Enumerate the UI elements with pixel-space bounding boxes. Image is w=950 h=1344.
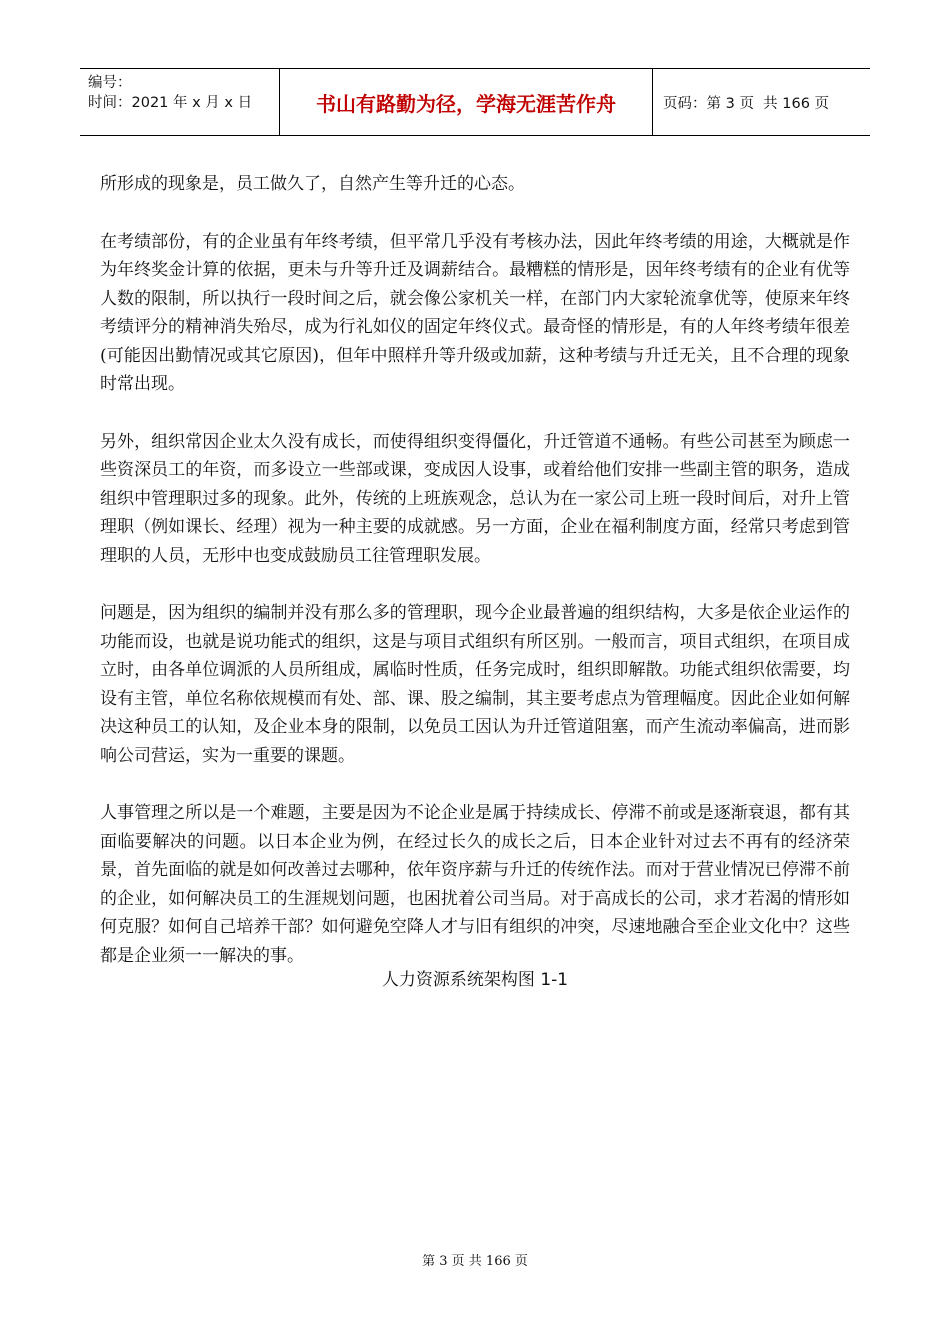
doc-number-label: 编号： (88, 75, 132, 91)
page-label: 页码：第 3 页 共 166 页 (663, 95, 830, 112)
header-page-info (653, 69, 870, 135)
caption-number: 1-1 (540, 970, 569, 990)
paragraph: 人事管理之所以是一个难题，主要是因为不论企业是属于持续成长、停滞不前或是逐渐衰退，都有其面临要解决的问题。以日本企业为例，在经过长久的成长之后，日本企业针对过去不再有的经济荣景，首先面临的就是如何改善过去哪种，依年资序薪与升迁的传统作法。而对于营业情况已停滞不前的企业，如何解决员工的生涯规划问题，也困扰着公司当局。对于高成长的公司，求才若渴的情形如何克服？如何自己培养干部？如何避免空降人才与旧有组织的冲突，尽速地融合至企业文化中？这些都是企业须一一解决的事。 (100, 803, 850, 966)
header-motto (280, 69, 653, 135)
paragraph: 所形成的现象是，员工做久了，自然产生等升迁的心态。 (100, 174, 525, 194)
header-meta (80, 69, 280, 135)
caption-text: 人力资源系统架构图 (381, 970, 535, 990)
date-label: 时间：2021 年 x 月 x 日 (88, 95, 253, 111)
paragraph: 在考绩部份，有的企业虽有年终考绩，但平常几乎没有考核办法，因此年终考绩的用途，大概就是作为年终奖金计算的依据，更未与升等升迁及调薪结合。最糟糕的情形是，因年终考绩有的企业有优等人数的限制，所以执行一段时间之后，就会像公家机关一样，在部门内大家轮流拿优等，使原来年终考绩评分的精神消失殆尽，成为行礼如仪的固定年终仪式。最奇怪的情形是，有的人年终考绩年很差(可能因出勤情况或其它原因)，但年中照样升等升级或加薪，这种考绩与升迁无关，且不合理的现象时常出现。 (100, 231, 850, 394)
paragraph: 问题是，因为组织的编制并没有那么多的管理职，现今企业最普遍的组织结构，大多是依企业运作的功能而设，也就是说功能式的组织，这是与项目式组织有所区别。一般而言，项目式组织，在项目成立时，由各单位调派的人员所组成，属临时性质，任务完成时，组织即解散。功能式组织依需要，均设有主管，单位名称依规模而有处、部、课、股之编制，其主要考虑点为管理幅度。因此企业如何解决这种员工的认知，及企业本身的限制，以免员工因认为升迁管道阻塞，而产生流动率偏高，进而影响公司营运，实为一重要的课题。 (100, 603, 850, 766)
page-header (80, 68, 870, 136)
figure-caption (0, 968, 950, 992)
paragraph: 另外，组织常因企业太久没有成长，而使得组织变得僵化，升迁管道不通畅。有些公司甚至为顾虑一些资深员工的年资，而多设立一些部或课，变成因人设事，或着给他们安排一些副主管的职务，造成组织中管理职过多的现象。此外，传统的上班族观念，总认为在一家公司上班一段时间后，对升上管理职（例如课长、经理）视为一种主要的成就感。另一方面，企业在福利制度方面，经常只考虑到管理职的人员，无形中也变成鼓励员工往管理职发展。 (100, 431, 850, 566)
page-footer (0, 1250, 950, 1269)
document-body (100, 170, 850, 970)
motto-text: 书山有路勤为径，学海无涯苦作舟 (316, 91, 616, 116)
footer-page-text: 第 3 页 共 166 页 (422, 1254, 528, 1269)
